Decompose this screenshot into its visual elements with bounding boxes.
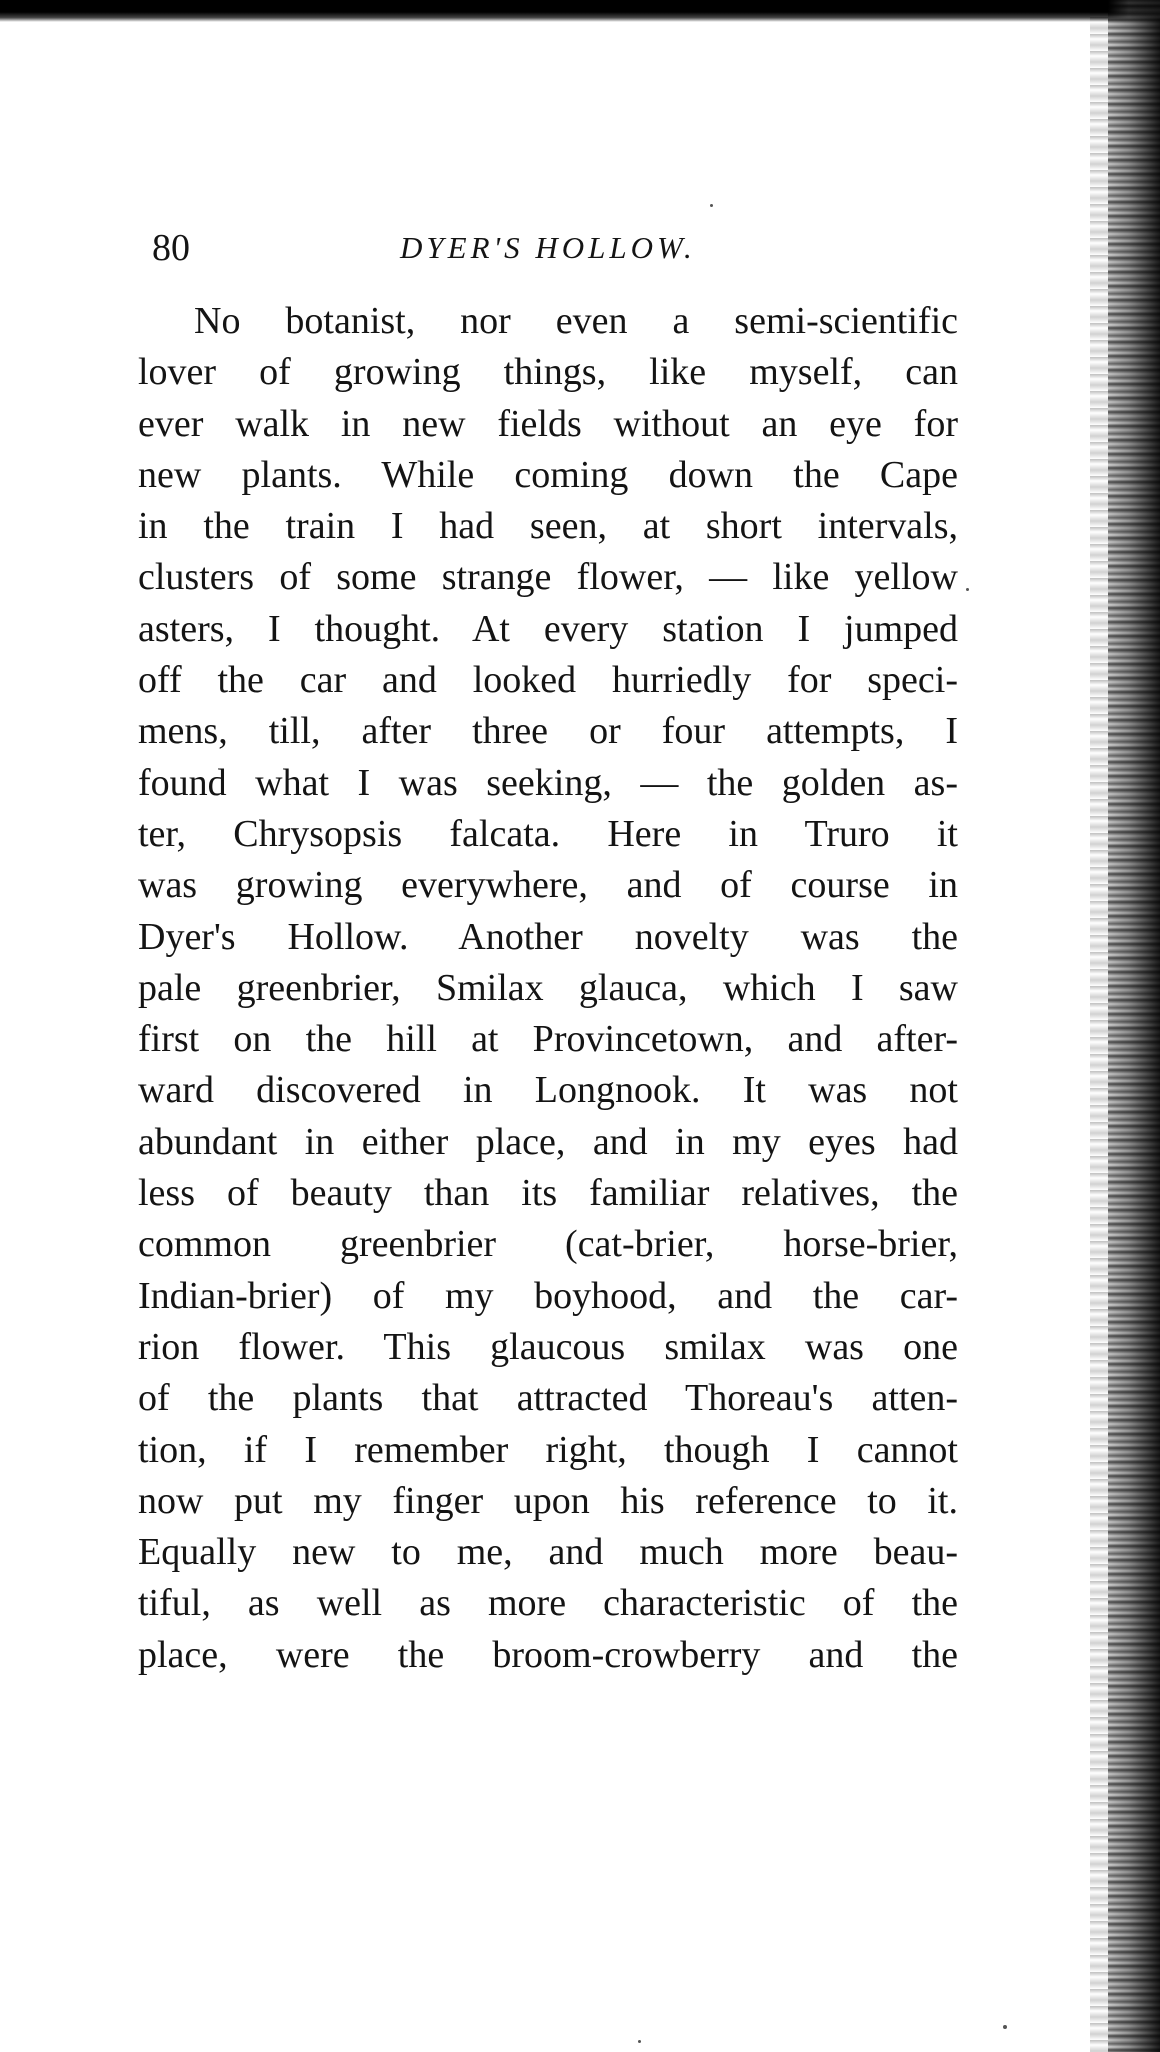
text-line: place, were the broom-crowberry and the: [138, 1633, 958, 1676]
text-line: Indian-brier) of my boyhood, and the car-: [138, 1274, 958, 1317]
running-head: DYER'S HOLLOW.: [400, 230, 696, 265]
scan-page-fringe: [1090, 0, 1108, 2052]
text-line: first on the hill at Provincetown, and after-: [138, 1018, 958, 1061]
scan-top-edge: [0, 0, 1160, 22]
text-line: asters, I thought. At every station I jumped: [138, 607, 958, 650]
text-line: of the plants that attracted Thoreau's atten-: [138, 1377, 958, 1420]
text-line: mens, till, after three or four attempts, I: [138, 710, 958, 753]
text-line: rion flower. This glaucous smilax was one: [138, 1325, 958, 1368]
text-line: Dyer's Hollow. Another novelty was the: [138, 915, 958, 958]
text-line: pale greenbrier, Smilax glauca, which I saw: [138, 966, 958, 1009]
scan-speck: [710, 204, 713, 207]
body-text: [138, 296, 958, 1681]
text-line: off the car and looked hurriedly for speci-: [138, 659, 958, 702]
page-header: [152, 218, 952, 278]
scan-speck: [966, 588, 969, 591]
page-number: 80: [152, 227, 190, 269]
text-line: was growing everywhere, and of course in: [138, 864, 958, 907]
scan-page-edge: [1108, 0, 1160, 2052]
scan-speck: [638, 2040, 641, 2043]
text-line: No botanist, nor even a semi-scientific: [194, 300, 958, 342]
text-line: ward discovered in Longnook. It was not: [138, 1069, 958, 1112]
text-line: tion, if I remember right, though I cannot: [138, 1428, 958, 1471]
text-line: found what I was seeking, — the golden as-: [138, 761, 958, 804]
text-line: new plants. While coming down the Cape: [138, 453, 958, 496]
text-line: common greenbrier (cat-brier, horse-brier,: [138, 1223, 958, 1266]
text-line: ever walk in new fields without an eye for: [138, 402, 958, 445]
text-line: now put my finger upon his reference to it.: [138, 1479, 958, 1522]
text-line: clusters of some strange flower, — like yellow: [138, 556, 958, 599]
text-line: Equally new to me, and much more beau-: [138, 1531, 958, 1574]
text-line: less of beauty than its familiar relatives, the: [138, 1172, 958, 1215]
scan-speck: [1003, 2025, 1007, 2029]
text-line: lover of growing things, like myself, can: [138, 351, 958, 394]
text-line: tiful, as well as more characteristic of the: [138, 1582, 958, 1625]
text-line: ter, Chrysopsis falcata. Here in Truro it: [138, 812, 958, 855]
text-line: abundant in either place, and in my eyes had: [138, 1120, 958, 1163]
text-line: in the train I had seen, at short intervals,: [138, 505, 958, 548]
